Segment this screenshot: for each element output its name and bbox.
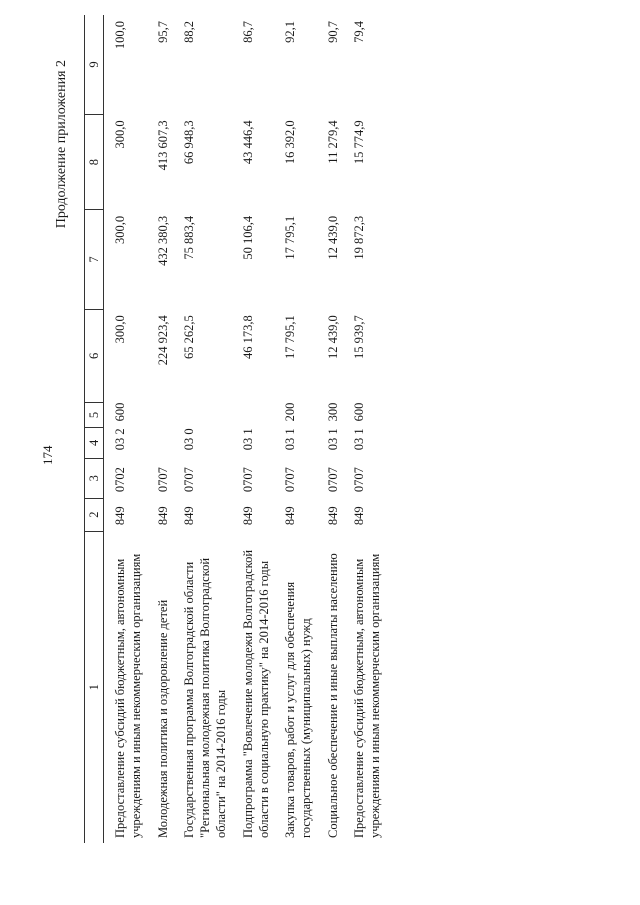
value-col6: 65 262,5 bbox=[181, 315, 196, 359]
value-col7: 432 380,3 bbox=[155, 215, 170, 266]
table-row bbox=[325, 15, 351, 843]
value-col8: 66 948,3 bbox=[181, 120, 196, 165]
target-article: 03 0 bbox=[181, 428, 196, 451]
row-name: Государственная программа Волгоградской области "Региональная молодежная политика Волгоградской области" на 2014-2016 годы bbox=[181, 557, 229, 838]
expense-type bbox=[240, 403, 283, 428]
expense-type bbox=[181, 403, 240, 428]
value-col6: 12 439,0 bbox=[325, 315, 340, 359]
column-header: 1 bbox=[85, 531, 104, 843]
table-row bbox=[282, 15, 325, 843]
value-col7: 75 883,4 bbox=[181, 215, 196, 260]
column-header: 9 bbox=[85, 15, 104, 114]
section-code: 0707 bbox=[325, 467, 340, 493]
column-header: 7 bbox=[85, 210, 104, 309]
ministry-code: 849 bbox=[283, 506, 297, 526]
row-name: Молодежная политика и оздоровление детей bbox=[155, 599, 170, 838]
table-row bbox=[155, 15, 181, 843]
section-code: 0707 bbox=[283, 467, 297, 493]
value-col9: 88,2 bbox=[181, 21, 196, 43]
column-header: 4 bbox=[85, 427, 104, 458]
value-col8: 300,0 bbox=[113, 120, 127, 149]
value-col9: 92,1 bbox=[283, 21, 297, 43]
column-header: 6 bbox=[85, 309, 104, 402]
table-header bbox=[85, 15, 104, 843]
value-col7: 19 872,3 bbox=[351, 215, 366, 260]
column-header: 5 bbox=[85, 403, 104, 428]
value-col6: 15 939,7 bbox=[351, 315, 366, 359]
value-col7: 50 106,4 bbox=[240, 215, 255, 260]
row-name: Предоставление субсидий бюджетным, автономным учреждениям и иным некоммерческим организациям bbox=[113, 553, 144, 838]
budget-table bbox=[84, 15, 393, 843]
section-code: 0707 bbox=[181, 467, 196, 493]
value-col6: 17 795,1 bbox=[283, 315, 297, 359]
expense-type: 600 bbox=[113, 402, 127, 422]
row-name: Предоставление субсидий бюджетным, автономным учреждениям и иным некоммерческим организациям bbox=[351, 553, 382, 838]
value-col9: 100,0 bbox=[113, 21, 127, 50]
value-col7: 300,0 bbox=[113, 215, 127, 244]
value-col8: 413 607,3 bbox=[155, 120, 170, 171]
value-col8: 16 392,0 bbox=[283, 120, 297, 165]
value-col8: 11 279,4 bbox=[325, 120, 340, 164]
target-article: 03 1 bbox=[351, 428, 366, 451]
table-row bbox=[181, 15, 240, 843]
continuation-label: Продолжение приложения 2 bbox=[54, 60, 69, 229]
table-row bbox=[351, 15, 394, 843]
ministry-code: 849 bbox=[351, 506, 366, 526]
section-code: 0707 bbox=[155, 467, 170, 493]
value-col9: 86,7 bbox=[240, 21, 255, 43]
value-col6: 224 923,4 bbox=[155, 315, 170, 366]
value-col7: 17 795,1 bbox=[283, 215, 297, 260]
expense-type: 300 bbox=[325, 402, 340, 422]
section-code: 0702 bbox=[113, 467, 127, 493]
ministry-code: 849 bbox=[113, 506, 127, 526]
target-article bbox=[155, 427, 181, 458]
ministry-code: 849 bbox=[240, 506, 255, 526]
target-article: 03 2 bbox=[113, 428, 127, 451]
column-header: 3 bbox=[85, 458, 104, 498]
ministry-code: 849 bbox=[155, 506, 170, 526]
target-article: 03 1 bbox=[240, 428, 255, 451]
value-col9: 95,7 bbox=[155, 21, 170, 43]
row-name: Закупка товаров, работ и услуг для обеспечения государственных (муниципальных) нужд bbox=[283, 581, 314, 838]
value-col6: 300,0 bbox=[113, 315, 127, 344]
expense-type: 600 bbox=[351, 402, 366, 422]
value-col8: 15 774,9 bbox=[351, 120, 366, 165]
target-article: 03 1 bbox=[325, 428, 340, 451]
value-col6: 46 173,8 bbox=[240, 315, 255, 359]
value-col8: 43 446,4 bbox=[240, 120, 255, 165]
column-header: 8 bbox=[85, 114, 104, 209]
table-row bbox=[104, 15, 155, 843]
row-name: Социальное обеспечение и иные выплаты населению bbox=[325, 553, 340, 838]
table-row bbox=[240, 15, 283, 843]
ministry-code: 849 bbox=[325, 506, 340, 526]
column-number-row bbox=[85, 15, 104, 843]
row-name: Подпрограмма "Вовлечение молодежи Волгоградской области в социальную практику" на 2014-2016 годы bbox=[240, 549, 271, 838]
expense-type: 200 bbox=[283, 402, 297, 422]
expense-type bbox=[155, 403, 181, 428]
section-code: 0707 bbox=[240, 467, 255, 493]
value-col9: 90,7 bbox=[325, 21, 340, 43]
section-code: 0707 bbox=[351, 467, 366, 493]
column-header: 2 bbox=[85, 498, 104, 531]
value-col9: 79,4 bbox=[351, 21, 366, 43]
value-col7: 12 439,0 bbox=[325, 215, 340, 260]
ministry-code: 849 bbox=[181, 506, 196, 526]
target-article: 03 1 bbox=[283, 428, 297, 451]
page-number: 174 bbox=[40, 445, 55, 465]
